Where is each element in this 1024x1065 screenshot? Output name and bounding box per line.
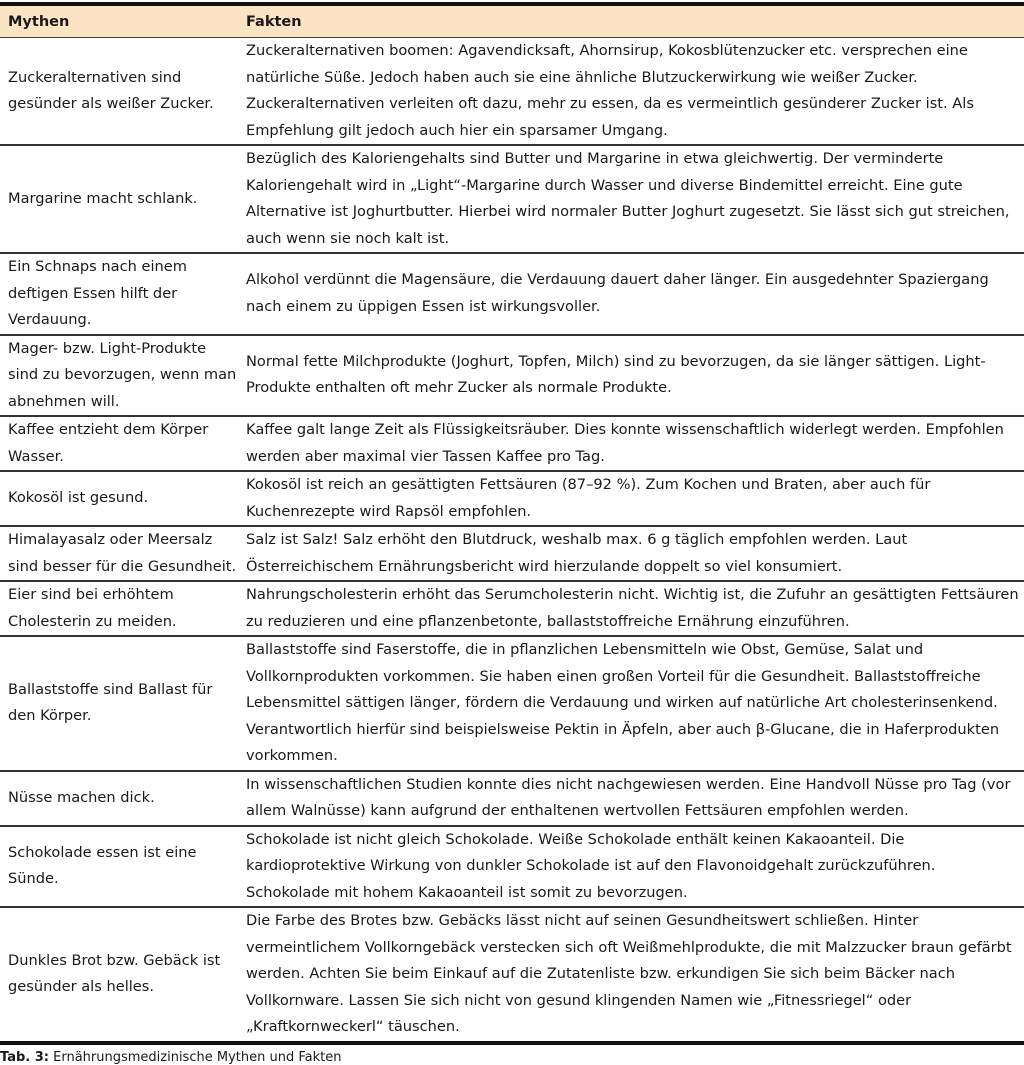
table-row (0, 826, 1024, 908)
header-myths: Mythen (0, 4, 244, 38)
fact-cell: Zuckeralternativen boomen: Agavendicksaft, Ahornsirup, Kokosblütenzucker etc. versprechen eine natürliche Süße. Jedoch haben auch sie eine ähnliche Blutzuckerwirkung wie weißer Zucker. Zuckeralternativen verleiten oft dazu, mehr zu essen, da es vermeintlich gesünderer Zucker ist. Als Empfehlung gilt jedoch auch hier ein sparsamer Umgang. (246, 42, 974, 139)
myth-cell: Eier sind bei erhöhtem Cholesterin zu meiden. (0, 581, 244, 636)
fact-cell: In wissenschaftlichen Studien konnte dies nicht nachgewiesen werden. Eine Handvoll Nüsse pro Tag (vor allem Walnüsse) kann aufgrund der enthaltenen wertvollen Fettsäuren empfohlen werden. (244, 771, 1024, 826)
table-header (0, 4, 1024, 38)
myth-cell: Schokolade essen ist eine Sünde. (0, 826, 244, 908)
table-row (0, 471, 1024, 526)
table-row (0, 581, 1024, 636)
myth-cell: Ballaststoffe sind Ballast für den Körper. (0, 636, 244, 771)
header-row (0, 4, 1024, 38)
myth-cell: Zuckeralternativen sind gesünder als weißer Zucker. (8, 68, 214, 112)
myth-cell: Nüsse machen dick. (0, 771, 244, 826)
table-row (0, 416, 1024, 471)
caption-text: Ernährungsmedizinische Mythen und Fakten (53, 1049, 342, 1065)
myths-facts-table (0, 2, 1024, 1045)
table-caption (0, 1050, 1024, 1065)
fact-cell: Schokolade ist nicht gleich Schokolade. Weiße Schokolade enthält keinen Kakaoanteil. Die kardioprotektive Wirkung von dunkler Schokolade ist auf den Flavonoidgehalt zurückzuführen. Schokolade mit hohem Kakaoanteil ist somit zu bevorzugen. (244, 826, 1024, 908)
table-row (0, 907, 1024, 1043)
table-row (0, 145, 1024, 253)
caption-label: Tab. 3: (0, 1049, 49, 1065)
myth-cell: Ein Schnaps nach einem deftigen Essen hilft der Verdauung. (0, 253, 244, 335)
fact-cell: Die Farbe des Brotes bzw. Gebäcks lässt nicht auf seinen Gesundheitswert schließen. Hinter vermeintlichem Vollkorngebäck verstecken sich oft Weißmehlprodukte, die mit Malzzucker braun gefärbt werden. Achten Sie beim Einkauf auf die Zutatenliste bzw. erkundigen Sie sich beim Bäcker nach Vollkornware. Lassen Sie sich nicht von gesund klingenden Namen wie „Fitnessriegel“ oder „Kraftkornweckerl“ täuschen. (244, 907, 1024, 1043)
fact-cell: Nahrungscholesterin erhöht das Serumcholesterin nicht. Wichtig ist, die Zufuhr an gesättigten Fettsäuren zu reduzieren und eine pflanzenbetonte, ballaststoffreiche Ernährung einzuführen. (244, 581, 1024, 636)
fact-cell: Salz ist Salz! Salz erhöht den Blutdruck, weshalb max. 6 g täglich empfohlen werden. Laut Österreichischem Ernährungsbericht wird hierzulande doppelt so viel konsumiert. (244, 526, 1024, 581)
fact-cell: Normal fette Milchprodukte (Joghurt, Topfen, Milch) sind zu bevorzugen, da sie länger sättigen. Light-Produkte enthalten oft mehr Zucker als normale Produkte. (244, 335, 1024, 417)
myth-cell: Dunkles Brot bzw. Gebäck ist gesünder als helles. (0, 907, 244, 1043)
fact-cell: Kaffee galt lange Zeit als Flüssigkeitsräuber. Dies konnte wissenschaftlich widerlegt werden. Empfohlen werden aber maximal vier Tassen Kaffee pro Tag. (244, 416, 1024, 471)
table-row (0, 526, 1024, 581)
table-row (0, 253, 1024, 335)
table-row (0, 771, 1024, 826)
table-row (0, 38, 1024, 146)
table-body (0, 38, 1024, 1043)
myth-cell: Kokosöl ist gesund. (0, 471, 244, 526)
table-row (0, 335, 1024, 417)
myth-cell: Margarine macht schlank. (0, 145, 244, 253)
header-facts: Fakten (244, 4, 1024, 38)
fact-cell: Ballaststoffe sind Faserstoffe, die in pflanzlichen Lebensmitteln wie Obst, Gemüse, Salat und Vollkornprodukten vorkommen. Sie haben einen großen Vorteil für die Gesundheit. Ballaststoffreiche Lebensmittel sättigen länger, fördern die Verdauung und wirken auf natürliche Art cholesterinsenkend. Verantwortlich hierfür sind beispielsweise Pektin in Äpfeln, aber auch β-Glucane, die in Haferprodukten vorkommen. (244, 636, 1024, 771)
fact-cell: Kokosöl ist reich an gesättigten Fettsäuren (87–92 %). Zum Kochen und Braten, aber auch für Kuchenrezepte wird Rapsöl empfohlen. (244, 471, 1024, 526)
fact-cell: Alkohol verdünnt die Magensäure, die Verdauung dauert daher länger. Ein ausgedehnter Spaziergang nach einem zu üppigen Essen ist wirkungsvoller. (244, 253, 1024, 335)
table-row (0, 636, 1024, 771)
fact-cell: Bezüglich des Kaloriengehalts sind Butter und Margarine in etwa gleichwertig. Der verminderte Kaloriengehalt wird in „Light“-Margarine durch Wasser und diverse Bindemittel erreicht. Eine gute Alternative ist Joghurtbutter. Hierbei wird normaler Butter Joghurt zugesetzt. Sie lässt sich gut streichen, auch wenn sie noch kalt ist. (244, 145, 1024, 253)
myth-cell: Kaffee entzieht dem Körper Wasser. (0, 416, 244, 471)
myth-cell: Himalayasalz oder Meersalz sind besser für die Gesundheit. (0, 526, 244, 581)
myth-cell: Mager- bzw. Light-Produkte sind zu bevorzugen, wenn man abnehmen will. (0, 335, 244, 417)
